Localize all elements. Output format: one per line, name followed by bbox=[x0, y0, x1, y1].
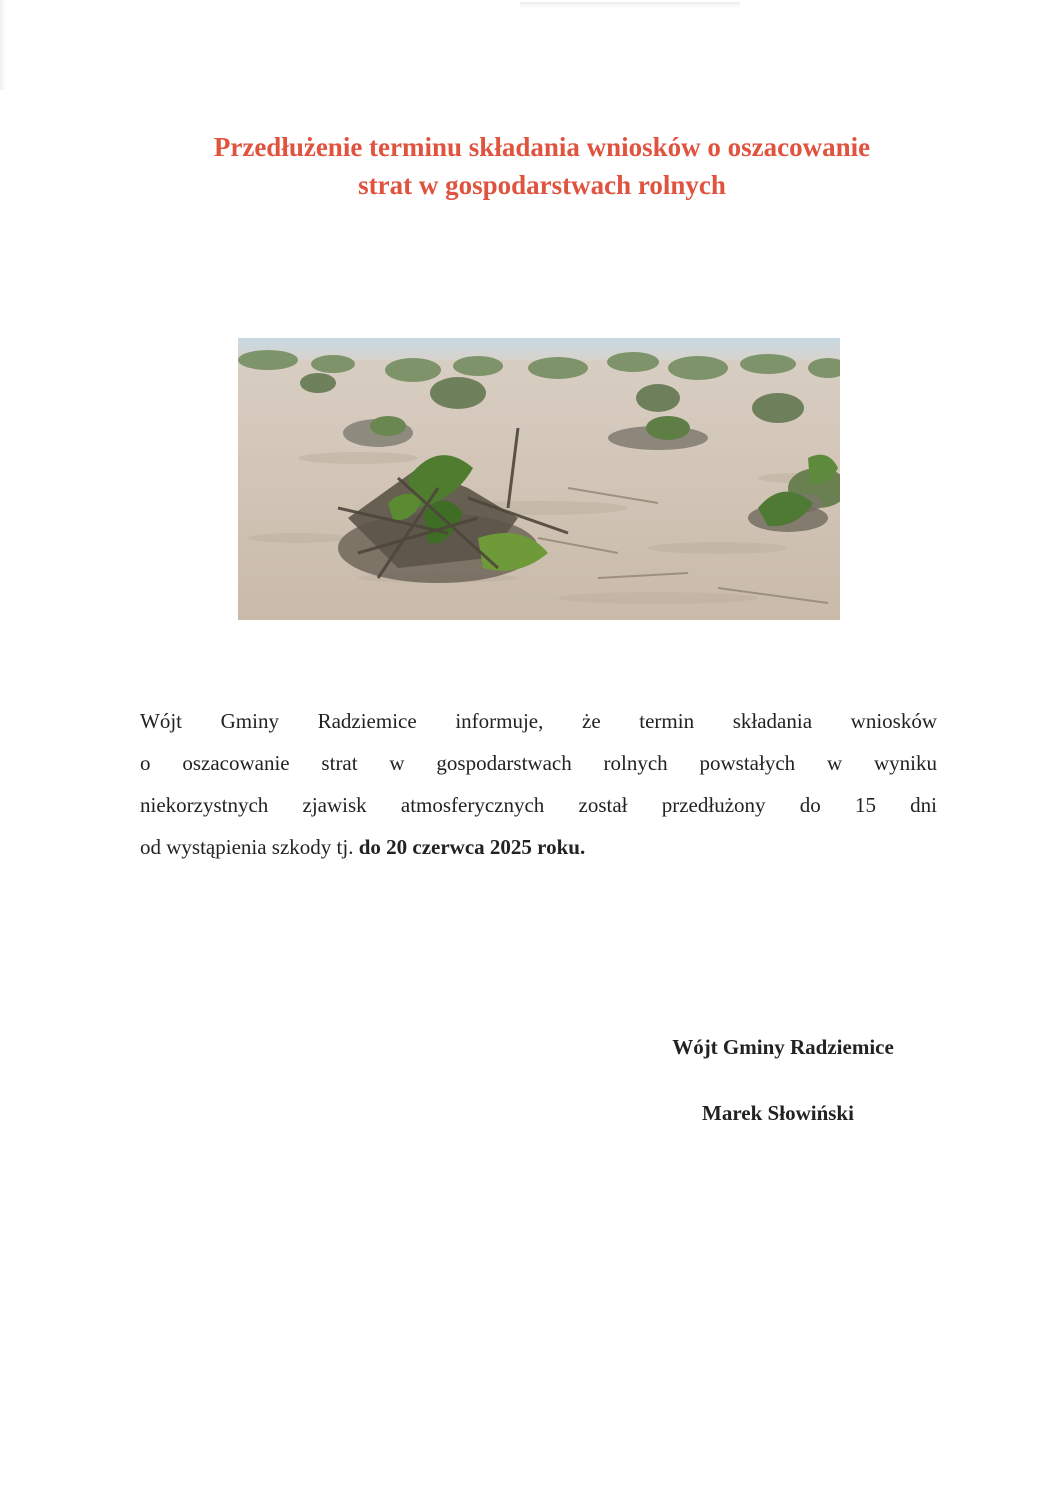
title-line-2: strat w gospodarstwach rolnych bbox=[358, 170, 726, 200]
body-line-3: niekorzystnych zjawisk atmosferycznych został przedłużony do 15 dni bbox=[140, 793, 937, 817]
body-line-4-text: od wystąpienia szkody tj. bbox=[140, 835, 359, 859]
scan-artifact bbox=[520, 2, 740, 8]
signature-role: Wójt Gminy Radziemice bbox=[672, 1035, 894, 1059]
body-line-1: Wójt Gminy Radziemice informuje, że termin składania wniosków bbox=[140, 709, 937, 733]
body-line-4 bbox=[140, 826, 937, 868]
body-line-2: o oszacowanie strat w gospodarstwach rolnych powstałych w wyniku bbox=[140, 751, 937, 775]
scan-artifact bbox=[0, 0, 6, 90]
title-line-1: Przedłużenie terminu składania wniosków o oszacowanie bbox=[213, 132, 871, 162]
document-title bbox=[100, 128, 984, 204]
signature-name: Marek Słowiński bbox=[702, 1101, 854, 1125]
announcement-body bbox=[140, 700, 937, 868]
deadline-date: do 20 czerwca 2025 roku. bbox=[358, 835, 586, 859]
damaged-crops-photo bbox=[238, 338, 840, 620]
